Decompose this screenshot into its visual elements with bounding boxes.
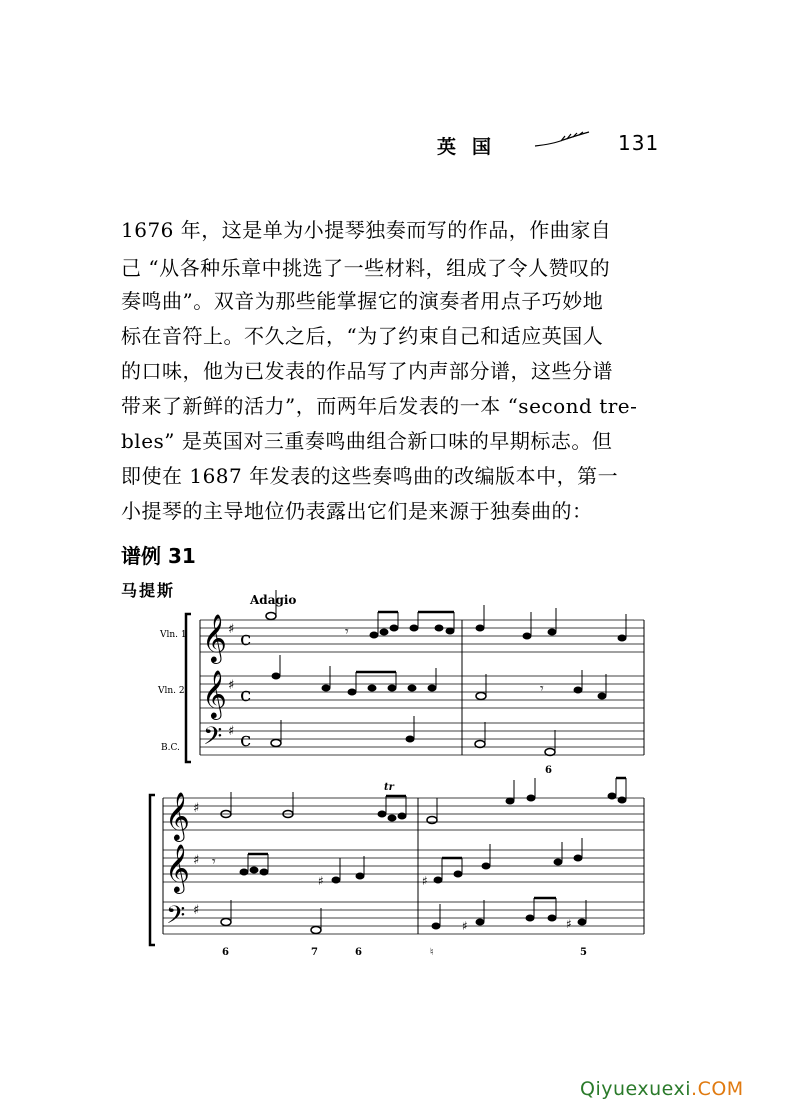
body-line: 的口味，他为已发表的作品写了内声部分谱，这些分谱	[121, 359, 613, 383]
svg-text:𝄾: 𝄾	[212, 854, 216, 870]
system-bracket	[150, 795, 163, 945]
body-line: 小提琴的主导地位仍表露出它们是来源于独奏曲的：	[121, 499, 593, 523]
svg-text:♯: ♯	[566, 917, 572, 931]
body-line: 即使在 1687 年发表的这些奏鸣曲的改编版本中，第一	[121, 464, 619, 488]
treble-clef-icon: 𝄞	[165, 791, 190, 840]
svg-text:♯: ♯	[462, 919, 468, 933]
watermark-text: Qiyuexuexi	[580, 1078, 692, 1100]
figured-bass: 7	[311, 947, 318, 958]
watermark	[580, 1078, 744, 1100]
sharp-icon: ♯	[228, 678, 235, 693]
svg-text:♯: ♯	[422, 874, 428, 888]
sharp-icon: ♯	[193, 903, 200, 918]
watermark-suffix: .COM	[691, 1078, 744, 1100]
figured-bass: 6	[545, 765, 552, 776]
instrument-label-bc: B.C.	[161, 743, 180, 753]
notes-bc	[271, 716, 555, 756]
system-bracket	[186, 614, 200, 762]
body-line: bles” 是英国对三重奏鸣曲组合新口味的早期标志。但	[121, 429, 613, 453]
staff-vln1	[200, 620, 644, 652]
body-line: 奏鸣曲”。双音为那些能掌握它的演奏者用点子巧妙地	[121, 289, 604, 313]
instrument-label-vln2: Vln. 2	[158, 686, 185, 696]
sharp-icon: ♯	[228, 724, 235, 739]
svg-text:♯: ♯	[318, 874, 324, 888]
page-number: 131	[618, 131, 660, 155]
staff-bc	[200, 723, 644, 755]
body-line: 带来了新鲜的活力”，而两年后发表的一本 “second tre-	[121, 394, 638, 418]
staff-bc	[163, 902, 644, 934]
treble-clef-icon: 𝄞	[202, 613, 227, 662]
figured-bass: ♮	[430, 947, 434, 958]
trill-mark: tr	[384, 782, 394, 793]
sharp-icon: ♯	[193, 801, 200, 816]
composer-name: 马提斯	[121, 581, 176, 600]
svg-text:𝄾: 𝄾	[540, 681, 544, 697]
notes-vln2	[272, 655, 606, 700]
tempo-marking: Adagio	[250, 593, 297, 607]
sharp-icon: ♯	[193, 853, 200, 868]
time-signature: c	[240, 682, 252, 706]
body-line: 1676 年，这是单为小提琴独奏而写的作品，作曲家自	[121, 218, 612, 242]
figured-bass: 5	[580, 947, 587, 958]
body-line: 标在音符上。不久之后，“为了约束自己和适应英国人	[121, 324, 604, 348]
figured-bass: 6	[222, 947, 229, 958]
treble-clef-icon: 𝄞	[202, 669, 227, 718]
svg-text:𝄾: 𝄾	[345, 624, 349, 640]
time-signature: c	[240, 727, 252, 751]
sharp-icon: ♯	[228, 622, 235, 637]
figured-bass: 6	[355, 947, 362, 958]
staff-vln2	[163, 850, 644, 882]
bass-clef-icon: 𝄢	[203, 722, 223, 757]
instrument-label-vln1: Vln. 1	[160, 630, 187, 640]
body-line: 己 “从各种乐章中挑选了一些材料，组成了令人赞叹的	[121, 256, 611, 280]
header-title: 英国	[437, 136, 508, 158]
example-label: 谱例 31	[121, 544, 196, 568]
bass-clef-icon: 𝄢	[166, 901, 186, 936]
treble-clef-icon: 𝄞	[165, 843, 190, 892]
time-signature: c	[240, 626, 252, 650]
